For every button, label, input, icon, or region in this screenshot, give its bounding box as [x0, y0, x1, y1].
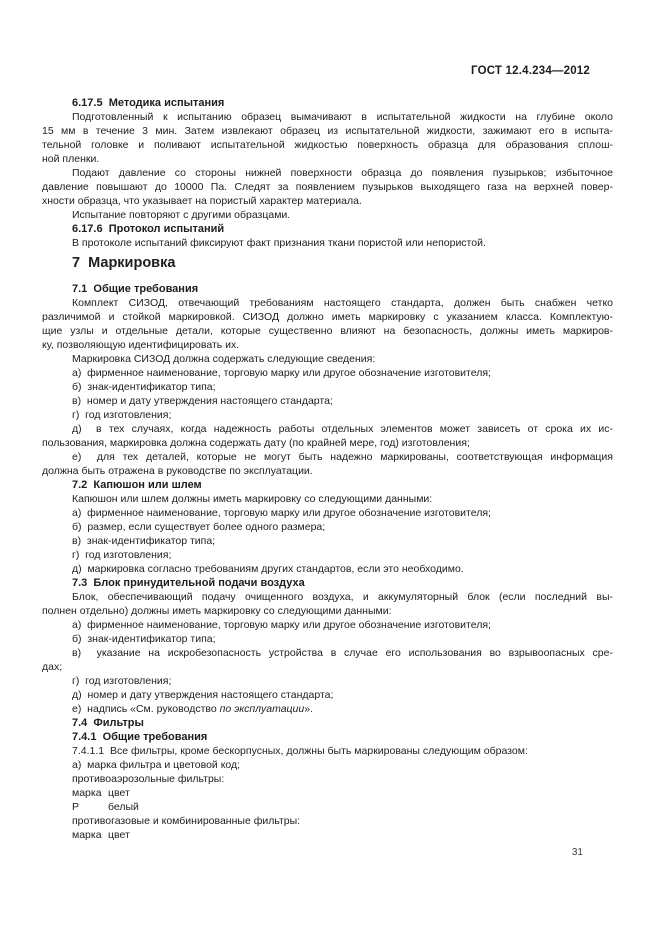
text-line: 7.4.1.1 Все фильтры, кроме бескорпусных, должны быть маркированы следующим образом: [72, 745, 528, 757]
page-number: 31 [571, 847, 583, 858]
text-line: б) размер, если существует более одного размера; [72, 521, 326, 533]
section-heading: 7 Маркировка [72, 255, 176, 271]
text-line: дах; [42, 661, 63, 673]
page-header [42, 65, 613, 77]
text-line: д) номер и дату утверждения настоящего стандарта; [72, 689, 334, 701]
text-line: полнен отдельно) должны иметь маркировку со следующими данными: [42, 605, 392, 617]
text-line: Подготовленный к испытанию образец вымачивают в испытательной жидкости на глубине около [72, 111, 613, 123]
subsection-heading: 7.1 Общие требования [72, 283, 199, 295]
document-content [42, 96, 613, 842]
text-line: б) знак-идентификатор типа; [72, 633, 216, 645]
text-line: Комплект СИЗОД, отвечающий требованиям настоящего стандарта, должен быть снабжен четко [72, 297, 613, 309]
subsection-heading: 7.4 Фильтры [72, 717, 144, 729]
subsection-heading: 6.17.5 Методика испытания [72, 97, 225, 109]
text-line: Испытание повторяют с другими образцами. [72, 209, 291, 221]
text-line [42, 702, 613, 716]
text-line: Маркировка СИЗОД должна содержать следующие сведения: [72, 353, 376, 365]
text-line: д) в тех случаях, когда надежность работы отдельных элементов может зависеть от срока их ис- [72, 423, 613, 435]
text-line: хности образца, что указывает на пористый характер материала. [42, 195, 362, 207]
text-line: г) год изготовления; [72, 675, 172, 687]
text-line: в) указание на искробезопасность устройства в случае его использования во взрывоопасных сре- [72, 647, 613, 659]
table-cell: цвет [108, 829, 130, 841]
subsection-heading: 7.2 Капюшон или шлем [72, 479, 202, 491]
table-row [42, 800, 613, 814]
text-line: должна быть отражена в руководстве по эксплуатации. [42, 465, 313, 477]
text-line: б) знак-идентификатор типа; [72, 381, 216, 393]
text-line: г) год изготовления; [72, 409, 172, 421]
table-cell: белый [108, 801, 139, 813]
text-line: противоаэрозольные фильтры: [72, 773, 225, 785]
text-line: ной пленки. [42, 153, 100, 165]
text-line: ку, позволяющую идентифицировать их. [42, 339, 240, 351]
text-line: е) для тех деталей, которые не могут быть надежно маркированы, соответствующая информация [72, 451, 613, 463]
text-line: различимой и стойкой маркировкой. СИЗОД должно иметь маркировку с указанием класса. Комплектую- [42, 311, 613, 323]
text-line: д) маркировка согласно требованиям других стандартов, если это необходимо. [72, 563, 464, 575]
text-line: щие узлы и отдельные детали, которые существенно влияют на безопасность, должны иметь маркиров- [42, 325, 613, 337]
text-line: а) фирменное наименование, торговую марку или другое обозначение изготовителя; [72, 367, 491, 379]
text-line: Капюшон или шлем должны иметь маркировку со следующими данными: [72, 493, 433, 505]
text-line: г) год изготовления; [72, 549, 172, 561]
text-line: пользования, маркировка должна содержать дату (по крайней мере, год) изготовления; [42, 437, 470, 449]
text-line: Подают давление со стороны нижней поверхности образца до появления пузырьков; избыточное [72, 167, 613, 179]
text-part: по эксплуатации [219, 703, 305, 715]
table-cell: марка [72, 787, 102, 799]
subsection-heading: 6.17.6 Протокол испытаний [72, 223, 225, 235]
text-line: В протоколе испытаний фиксируют факт признания ткани пористой или непористой. [72, 237, 486, 249]
text-line: противогазовые и комбинированные фильтры: [72, 815, 301, 827]
text-line: в) номер и дату утверждения настоящего стандарта; [72, 395, 333, 407]
text-line: а) марка фильтра и цветовой код; [72, 759, 241, 771]
text-line: в) знак-идентификатор типа; [72, 535, 216, 547]
standard-number: ГОСТ 12.4.234—2012 [471, 65, 590, 77]
text-line: 15 мм в течение 3 мин. Затем извлекают образец из испытательной жидкости, зажимают его в испыта- [42, 125, 613, 137]
text-line: тельной головке и поливают испытательной жидкостью поверхность образца для образования сплош- [42, 139, 613, 151]
text-line: а) фирменное наименование, торговую марку или другое обозначение изготовителя; [72, 619, 491, 631]
table-row [42, 828, 613, 842]
subsection-heading: 7.4.1 Общие требования [72, 731, 208, 743]
text-part: е) надпись «См. руководство [72, 703, 220, 715]
table-cell: марка [72, 829, 102, 841]
text-line: давление повышают до 10000 Па. Следят за появлением пузырьков выходящего газа на верхней повер- [42, 181, 613, 193]
table-cell: цвет [108, 787, 130, 799]
table-row [42, 786, 613, 800]
text-part: ». [304, 703, 313, 715]
subsection-heading: 7.3 Блок принудительной подачи воздуха [72, 577, 305, 589]
text-line: Блок, обеспечивающий подачу очищенного воздуха, и аккумуляторный блок (если последний вы- [72, 591, 613, 603]
table-cell: Р [72, 801, 80, 813]
text-line: а) фирменное наименование, торговую марку или другое обозначение изготовителя; [72, 507, 491, 519]
